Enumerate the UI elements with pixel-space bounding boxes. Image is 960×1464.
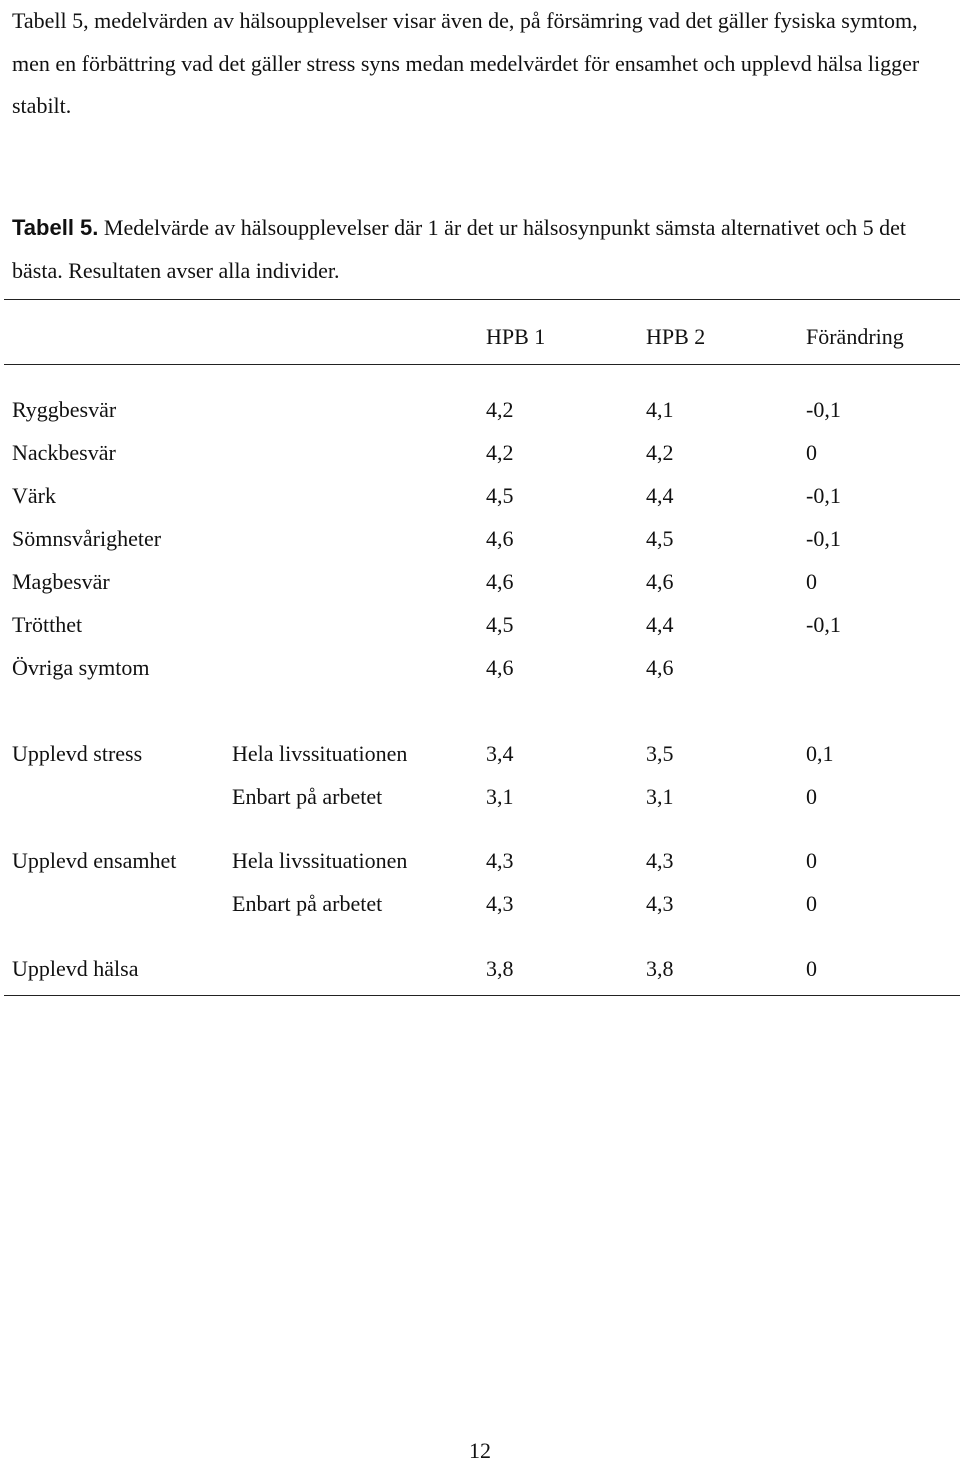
cell-label: Magbesvär: [12, 569, 110, 594]
cell-hpb2: 4,3: [646, 848, 674, 873]
header-change: Förändring: [806, 324, 904, 349]
header-bottom-rule: [4, 364, 960, 365]
cell-hpb1: 3,1: [486, 784, 514, 809]
cell-change: 0: [806, 784, 817, 809]
cell-sub: Enbart på arbetet: [232, 891, 383, 916]
cell-label: Upplevd stress: [12, 741, 143, 766]
cell-hpb2: 4,3: [646, 891, 674, 916]
cell-label: Övriga symtom: [12, 655, 150, 680]
cell-hpb1: 3,4: [486, 741, 514, 766]
cell-change: 0: [806, 569, 817, 594]
cell-change: -0,1: [806, 526, 841, 551]
header-hpb2: HPB 2: [646, 324, 706, 349]
cell-hpb2: 4,5: [646, 526, 674, 551]
intro-paragraph: Tabell 5, medelvärden av hälsoupplevelser visar även de, på försämring vad det gäller fysiska symtom, men en förbättring vad det gäller stress syns medan medelvärdet för ensamhet och upplevd hälsa ligger stabilt.: [12, 8, 920, 118]
cell-label: Upplevd hälsa: [12, 956, 139, 981]
cell-hpb2: 4,4: [646, 483, 674, 508]
table-caption: [12, 207, 952, 292]
cell-hpb1: 4,6: [486, 655, 514, 680]
cell-sub: Enbart på arbetet: [232, 784, 383, 809]
page-number: 12: [469, 1438, 491, 1463]
cell-change: 0: [806, 848, 817, 873]
caption-label: Tabell 5.: [12, 215, 99, 240]
cell-label: Sömnsvårigheter: [12, 526, 162, 551]
cell-hpb1: 4,3: [486, 848, 514, 873]
table-top-rule: [4, 299, 960, 300]
cell-change: 0: [806, 956, 817, 981]
cell-hpb1: 4,3: [486, 891, 514, 916]
cell-hpb2: 3,1: [646, 784, 674, 809]
cell-sub: Hela livssituationen: [232, 741, 408, 766]
cell-change: -0,1: [806, 612, 841, 637]
cell-hpb1: 4,6: [486, 569, 514, 594]
cell-hpb1: 4,5: [486, 612, 514, 637]
cell-change: 0: [806, 891, 817, 916]
header-hpb1: HPB 1: [486, 324, 546, 349]
cell-hpb1: 4,2: [486, 440, 514, 465]
cell-hpb1: 4,5: [486, 483, 514, 508]
cell-hpb2: 4,6: [646, 569, 674, 594]
cell-hpb2: 4,4: [646, 612, 674, 637]
table-bottom-rule: [4, 995, 960, 996]
cell-hpb1: 4,2: [486, 397, 514, 422]
cell-hpb2: 3,5: [646, 741, 674, 766]
cell-change: 0,1: [806, 741, 834, 766]
cell-label: Värk: [12, 483, 56, 508]
cell-change: -0,1: [806, 483, 841, 508]
cell-sub: Hela livssituationen: [232, 848, 408, 873]
cell-hpb2: 4,1: [646, 397, 674, 422]
cell-label: Nackbesvär: [12, 440, 116, 465]
caption-text: Medelvärde av hälsoupplevelser där 1 är det ur hälsosynpunkt sämsta alternativet och 5 det bästa. Resultaten avser alla individer.: [12, 215, 907, 283]
cell-hpb2: 3,8: [646, 956, 674, 981]
cell-hpb1: 3,8: [486, 956, 514, 981]
cell-change: 0: [806, 440, 817, 465]
cell-label: Ryggbesvär: [12, 397, 117, 422]
cell-hpb2: 4,6: [646, 655, 674, 680]
cell-hpb1: 4,6: [486, 526, 514, 551]
cell-change: -0,1: [806, 397, 841, 422]
cell-label: Upplevd ensamhet: [12, 848, 177, 873]
cell-label: Trötthet: [12, 612, 83, 637]
cell-hpb2: 4,2: [646, 440, 674, 465]
